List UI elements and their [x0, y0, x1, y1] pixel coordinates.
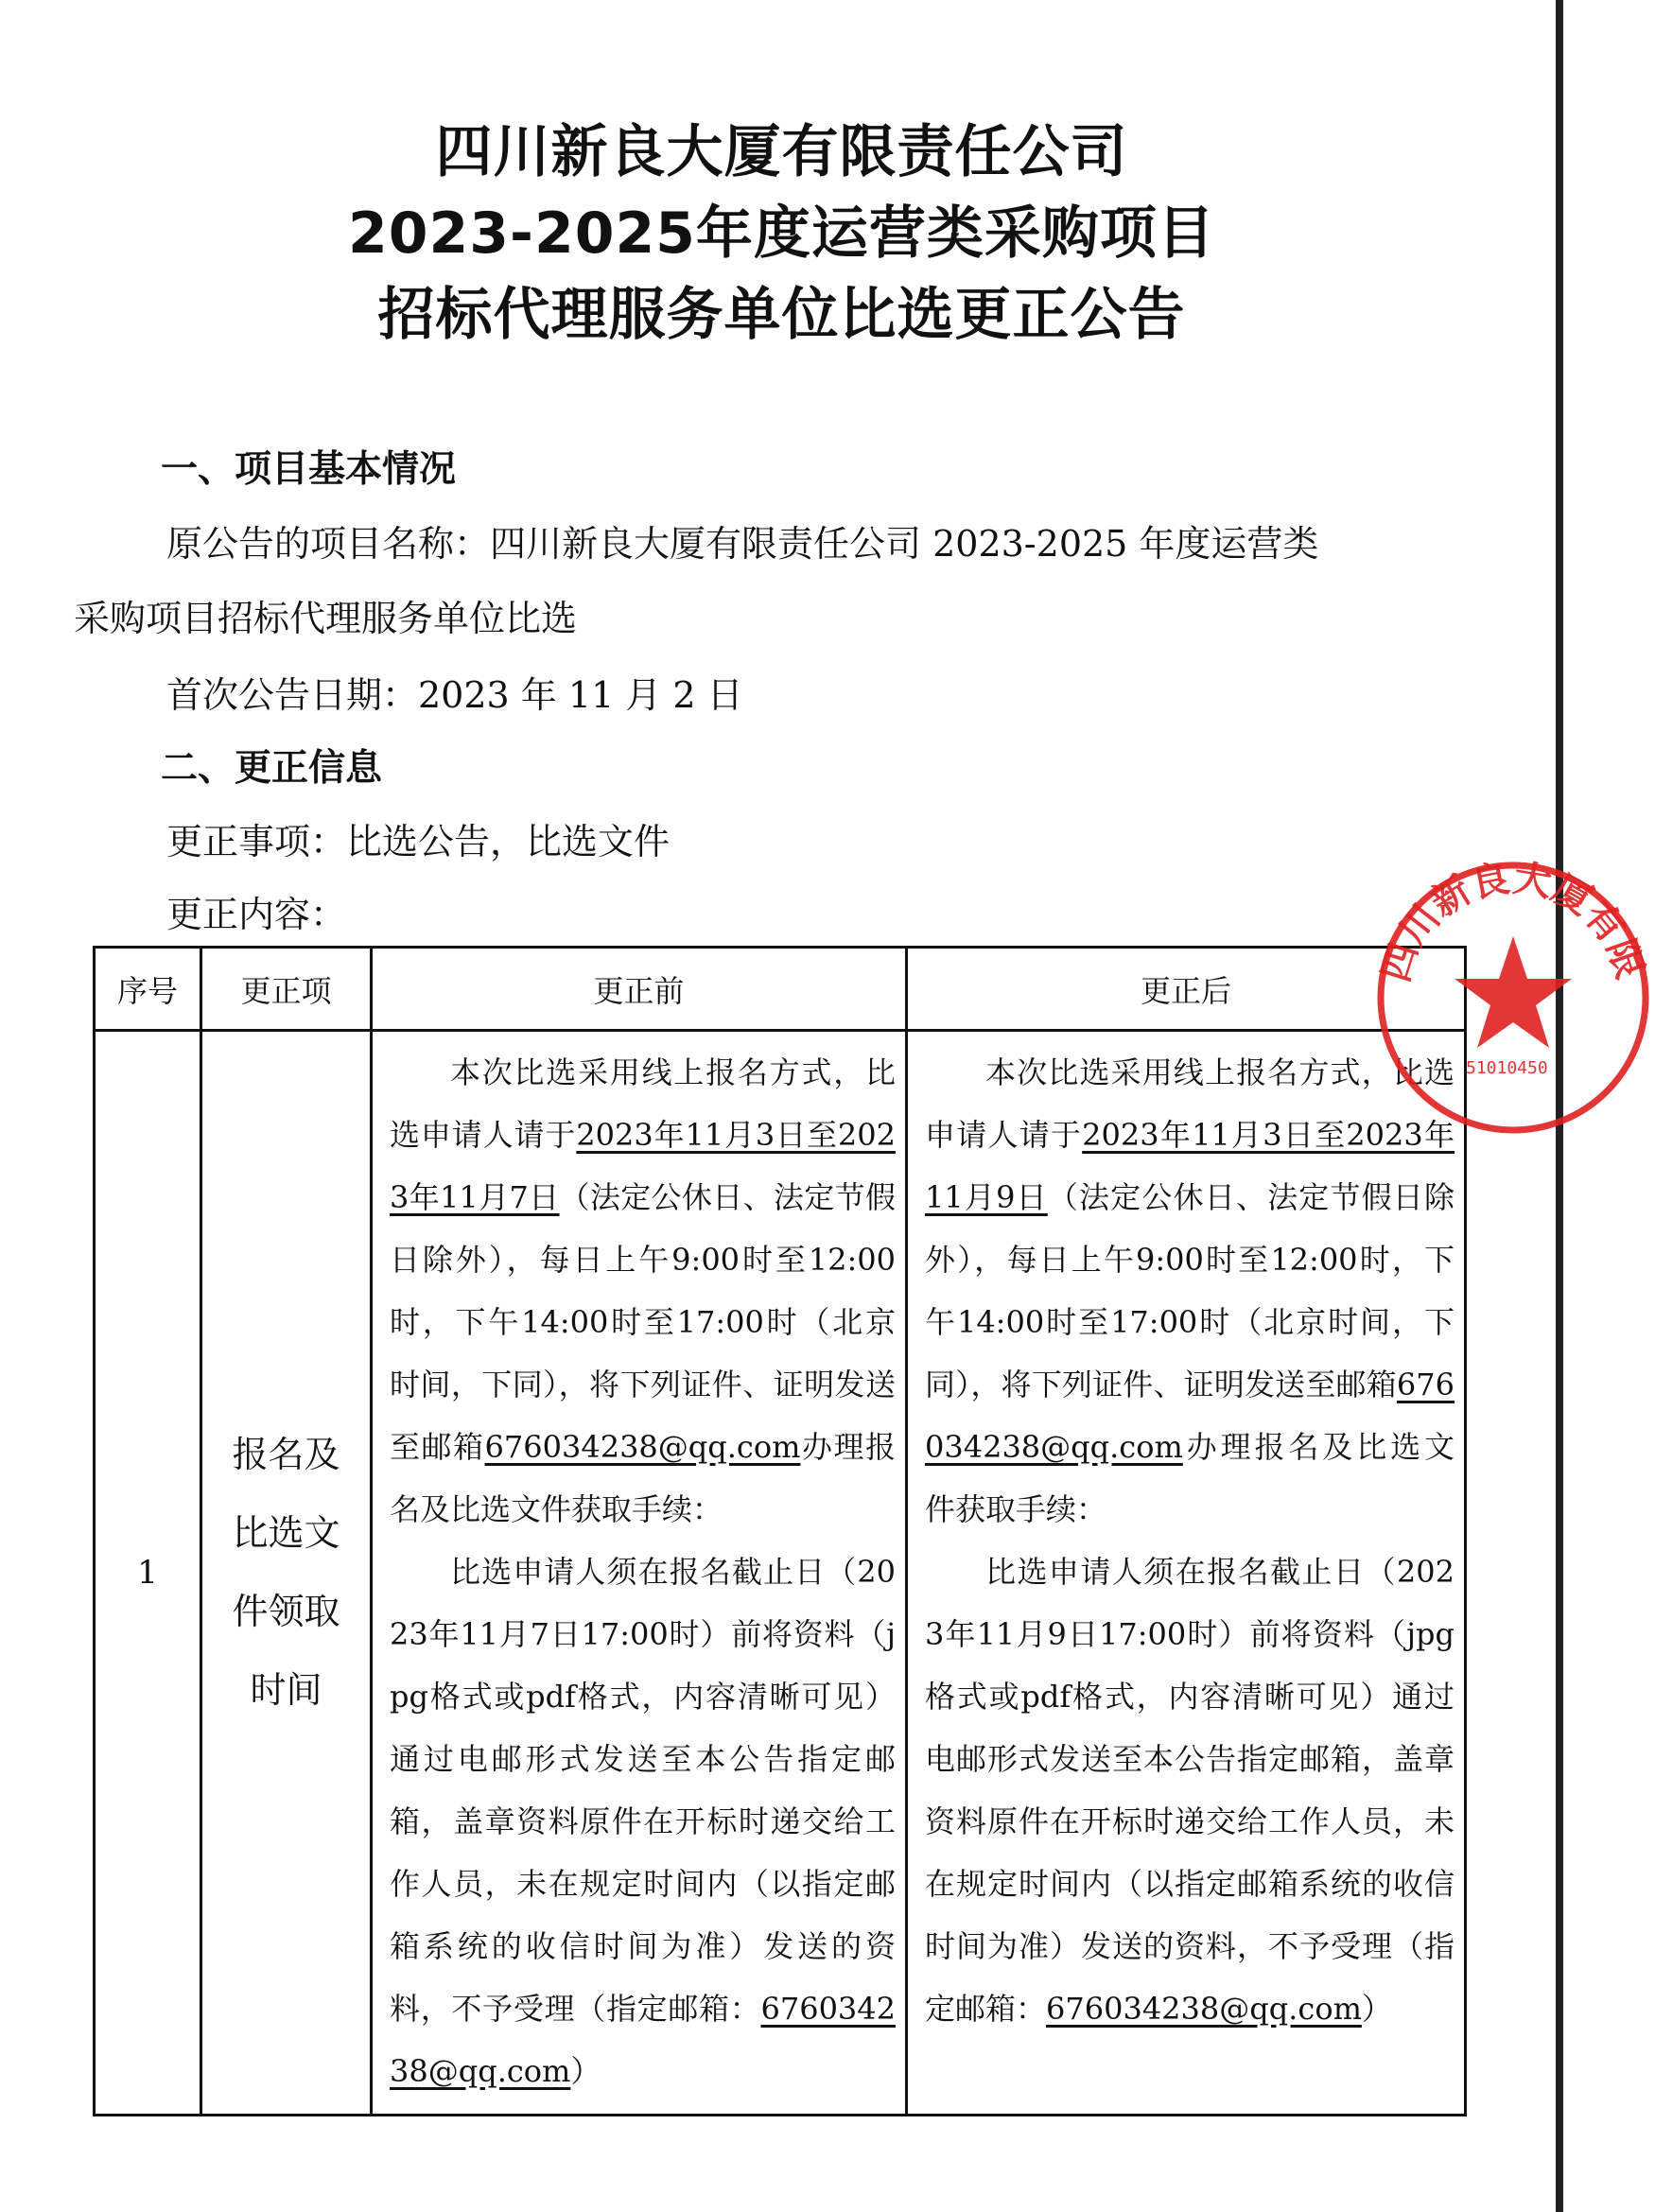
after-paragraph-2	[925, 1541, 1455, 2040]
item-line: 件领取	[232, 1591, 340, 1632]
seal-star-icon	[1455, 936, 1572, 1048]
first-announcement-date: 首次公告日期：2023 年 11 月 2 日	[166, 674, 743, 716]
after-email-2: 676034238@qq.com	[1046, 1991, 1362, 2027]
item-line: 比选文	[232, 1512, 340, 1554]
header-before: 更正前	[372, 948, 907, 1031]
before-text: （法定公休日、法定节假日除外），每日上午9:00时至12:00时，下午14:00时至17:00时（北京时间，下同），将下列证件、证明发送至邮箱	[390, 1179, 896, 1465]
header-after: 更正后	[907, 948, 1466, 1031]
correction-matters: 更正事项：比选公告，比选文件	[166, 821, 671, 862]
before-email-2: 676034238@qq.com	[390, 1991, 896, 2089]
after-text: 比选申请人须在报名截止日（2023年11月9日17:00时）前将资料（jpg格式或pdf格式，内容清晰可见）通过电邮形式发送至本公告指定邮箱，盖章资料原件在开标时递交给工作人员，未在规定时间内（以指定邮箱系统的收信时间为准）发送的资料，不予受理（指定邮箱：	[925, 1554, 1455, 2027]
document-title	[0, 112, 1563, 356]
before-text: 本次比选采用线上报名方式，比选申请人请于	[390, 1054, 896, 1153]
before-text: 办理报名及比选文件获取手续：	[390, 1429, 896, 1527]
section-2-heading: 二、更正信息	[161, 747, 383, 790]
after-text: （法定公休日、法定节假日除外），每日上午9:00时至12:00时，下午14:00时至17:00时（北京时间，下同），将下列证件、证明发送至邮箱	[925, 1179, 1455, 1402]
before-text: 比选申请人须在报名截止日（2023年11月7日17:00时）前将资料（jpg格式或pdf格式，内容清晰可见）通过电邮形式发送至本公告指定邮箱，盖章资料原件在开标时递交给工作人员，未在规定时间内（以指定邮箱系统的收信时间为准）发送的资料，不予受理（指定邮箱：	[390, 1554, 896, 2027]
header-no: 序号	[95, 948, 201, 1031]
title-line-1: 四川新良大厦有限责任公司	[435, 119, 1128, 185]
project-name-label: 原公告的项目名称：	[166, 523, 491, 565]
before-date-range: 2023年11月3日至2023年11月7日	[390, 1117, 896, 1215]
section-1-heading: 一、项目基本情况	[161, 448, 457, 491]
before-paragraph-1	[390, 1041, 896, 1541]
before-paragraph-2	[390, 1541, 896, 2102]
after-text: 办理报名及比选文件获取手续：	[925, 1429, 1455, 1527]
row-item	[201, 1031, 372, 2116]
title-line-2: 2023-2025年度运营类采购项目	[348, 200, 1215, 267]
item-line: 时间	[250, 1669, 322, 1711]
before-cell	[372, 1031, 907, 2116]
after-text: 本次比选采用线上报名方式，比选申请人请于	[925, 1054, 1455, 1153]
table-header-row	[95, 948, 1466, 1031]
seal-code: 51010450	[1466, 1058, 1548, 1078]
row-number: 1	[95, 1031, 201, 2116]
before-email: 676034238@qq.com	[484, 1429, 801, 1465]
header-item: 更正项	[201, 948, 372, 1031]
after-cell	[907, 1031, 1466, 2116]
project-name-line-2: 采购项目招标代理服务单位比选	[74, 598, 578, 639]
seal-text: 四川新良大厦有限	[1373, 856, 1652, 987]
correction-content-label: 更正内容：	[166, 894, 347, 935]
after-email: 676034238@qq.com	[925, 1367, 1455, 1465]
company-seal	[1371, 856, 1655, 1140]
project-name-line-1	[166, 521, 1318, 566]
after-text: ）	[1361, 1991, 1392, 2027]
item-line: 报名及	[232, 1434, 340, 1475]
title-line-3: 招标代理服务单位比选更正公告	[377, 282, 1186, 348]
project-name-value: 四川新良大厦有限责任公司 2023-2025 年度运营类	[490, 523, 1319, 565]
correction-table	[93, 946, 1467, 2116]
before-text: ）	[570, 2053, 601, 2089]
table-row	[95, 1031, 1466, 2116]
after-date-range: 2023年11月3日至2023年11月9日	[925, 1117, 1455, 1215]
